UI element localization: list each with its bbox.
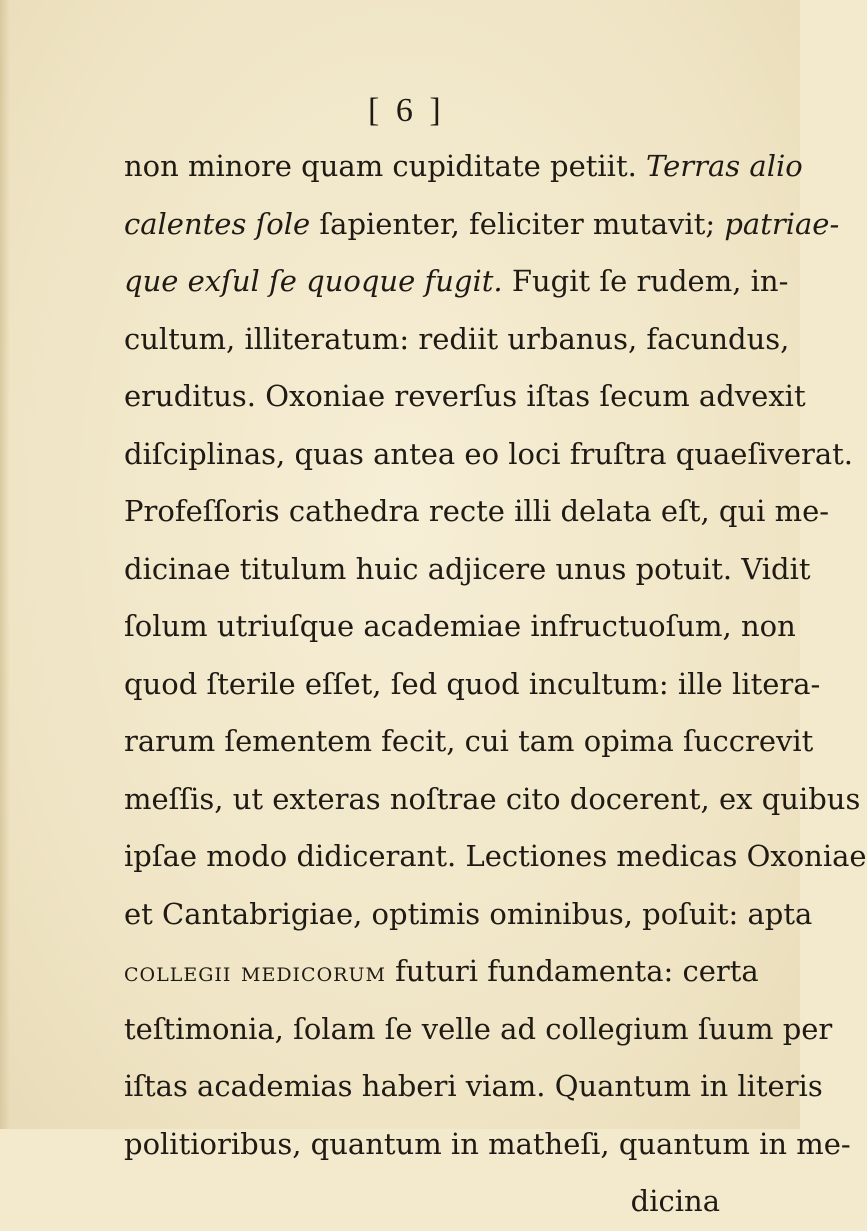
text-run: diſciplinas, quas antea eo loci fruſtra quaeſiverat. <box>124 436 854 471</box>
text-run: dicina <box>630 1184 720 1218</box>
body-text <box>124 138 867 1231</box>
text-line <box>124 253 789 311</box>
text-run: rarum ſementem fecit, cui tam opima ſuccrevit <box>124 724 814 758</box>
text-line <box>124 828 867 886</box>
text-run: ſapienter, feliciter mutavit; <box>310 206 725 241</box>
text-run: quod ſterile eſſet, ſed quod incultum: ille litera- <box>124 666 821 701</box>
text-line <box>124 771 861 829</box>
text-line <box>124 1001 833 1059</box>
text-line <box>124 1116 851 1174</box>
text-line <box>124 1173 720 1231</box>
text-line <box>124 483 830 541</box>
text-run: Fugit ſe rudem, in- <box>502 264 789 298</box>
text-run: iſtas academias haberi viam. Quantum in literis <box>124 1069 823 1103</box>
text-run: teſtimonia, ſolam ſe velle ad collegium ſuum per <box>124 1011 833 1046</box>
text-run: patriae- <box>724 206 840 241</box>
text-line <box>124 598 796 656</box>
text-line <box>124 886 813 944</box>
text-run: ipſae modo didicerant. Lectiones medicas Oxoniae <box>124 839 867 873</box>
text-run: et Cantabrigiae, optimis ominibus, poſuit: apta <box>124 896 813 931</box>
text-run: ſolum utriuſque academiae infructuoſum, non <box>124 609 796 643</box>
text-run: non minore quam cupiditate petiit. <box>124 149 647 183</box>
text-run: futuri fundamenta: certa <box>385 954 759 988</box>
text-run: Profeſſoris cathedra recte illi delata eſt, qui me- <box>124 494 830 528</box>
page-number: [ 6 ] <box>368 92 445 129</box>
text-run: cultum, illiteratum: rediit urbanus, facundus, <box>124 321 790 356</box>
text-line <box>124 943 759 1001</box>
page-edge-shadow <box>0 0 10 1129</box>
text-run: politioribus, quantum in matheſi, quantum in me- <box>124 1126 851 1161</box>
text-run: dicinae titulum huic adjicere unus potuit. Vidit <box>124 551 811 586</box>
text-run: calentes ſole <box>124 206 311 241</box>
text-run: meſſis, ut exteras noſtrae cito docerent, ex quibus <box>124 781 861 816</box>
text-line <box>124 1058 823 1116</box>
text-line <box>124 196 840 254</box>
text-line <box>124 368 806 426</box>
text-run: Terras alio <box>646 149 803 183</box>
text-line <box>124 311 790 369</box>
text-line <box>124 138 803 196</box>
text-line <box>124 713 814 771</box>
text-line <box>124 426 854 484</box>
text-run: collegii medicorum <box>124 957 386 988</box>
text-run: que exſul ſe quoque fugit. <box>124 264 503 298</box>
text-run: eruditus. Oxoniae reverſus iſtas ſecum advexit <box>124 379 806 413</box>
text-line <box>124 656 821 714</box>
text-line <box>124 541 811 599</box>
